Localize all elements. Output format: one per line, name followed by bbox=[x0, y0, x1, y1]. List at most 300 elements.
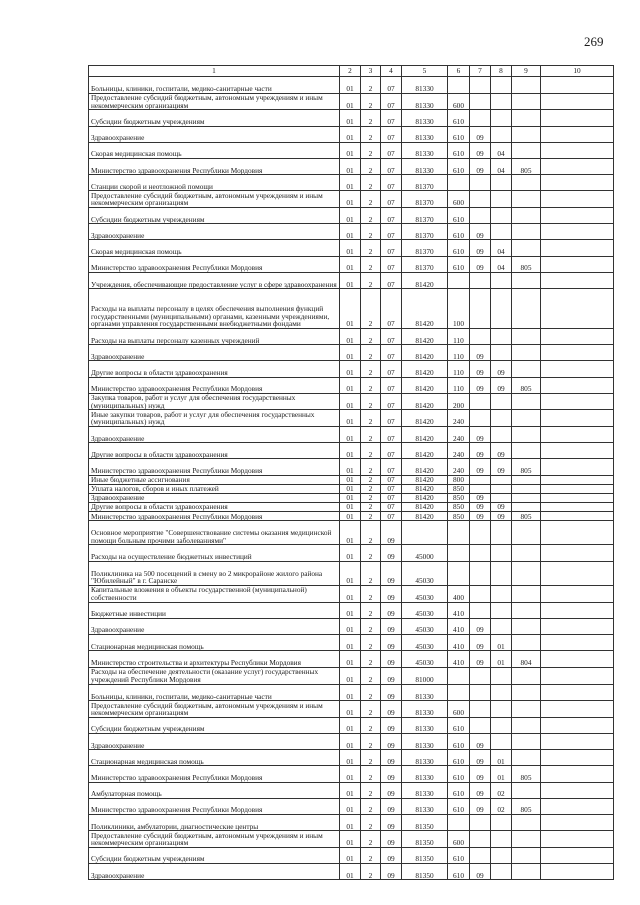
code-cell: 01 bbox=[491, 634, 512, 650]
code-cell bbox=[541, 734, 614, 750]
code-cell: 01 bbox=[340, 410, 361, 427]
code-cell bbox=[512, 345, 541, 361]
table-row bbox=[89, 493, 614, 502]
code-cell bbox=[491, 191, 512, 208]
code-cell bbox=[470, 684, 491, 701]
row-name-cell: Предоставление субсидий бюджетным, автономным учреждениям и иным некоммерческим организациям bbox=[89, 93, 340, 110]
code-cell bbox=[541, 545, 614, 561]
table-row bbox=[89, 847, 614, 863]
code-cell: 2 bbox=[361, 256, 381, 272]
code-cell: 07 bbox=[381, 427, 402, 443]
code-cell: 610 bbox=[448, 208, 470, 224]
code-cell: 01 bbox=[340, 361, 361, 377]
code-cell bbox=[512, 110, 541, 126]
code-cell: 81420 bbox=[402, 512, 448, 521]
code-cell: 2 bbox=[361, 158, 381, 174]
code-cell bbox=[512, 684, 541, 701]
code-cell bbox=[491, 475, 512, 484]
header-cell: 8 bbox=[491, 66, 512, 77]
table-row bbox=[89, 561, 614, 585]
code-cell: 07 bbox=[381, 493, 402, 502]
row-name-cell: Расходы на обеспечение деятельности (оказание услуг) государственных учреждений Республики Мордовия bbox=[89, 667, 340, 684]
code-cell: 01 bbox=[340, 634, 361, 650]
code-cell bbox=[491, 701, 512, 718]
code-cell: 45030 bbox=[402, 561, 448, 585]
code-cell: 850 bbox=[448, 512, 470, 521]
code-cell bbox=[491, 545, 512, 561]
code-cell bbox=[541, 502, 614, 511]
row-name-cell: Субсидии бюджетным учреждениям bbox=[89, 208, 340, 224]
row-name-cell: Здравоохранение bbox=[89, 493, 340, 502]
code-cell: 07 bbox=[381, 272, 402, 289]
code-cell bbox=[541, 77, 614, 94]
code-cell: 09 bbox=[381, 602, 402, 618]
code-cell: 01 bbox=[340, 512, 361, 521]
code-cell: 110 bbox=[448, 377, 470, 393]
table-row bbox=[89, 93, 614, 110]
code-cell: 2 bbox=[361, 561, 381, 585]
code-cell: 2 bbox=[361, 684, 381, 701]
code-cell bbox=[541, 602, 614, 618]
code-cell bbox=[491, 224, 512, 240]
code-cell bbox=[470, 393, 491, 410]
table-row bbox=[89, 272, 614, 289]
code-cell bbox=[491, 126, 512, 142]
code-cell: 09 bbox=[470, 142, 491, 158]
code-cell bbox=[470, 815, 491, 831]
code-cell bbox=[541, 717, 614, 733]
code-cell: 01 bbox=[491, 750, 512, 766]
code-cell: 81350 bbox=[402, 831, 448, 848]
code-cell: 2 bbox=[361, 847, 381, 863]
code-cell: 09 bbox=[470, 345, 491, 361]
code-cell: 07 bbox=[381, 459, 402, 475]
code-cell: 09 bbox=[381, 684, 402, 701]
code-cell bbox=[512, 142, 541, 158]
code-cell: 09 bbox=[470, 443, 491, 459]
code-cell: 01 bbox=[340, 93, 361, 110]
row-name-cell: Субсидии бюджетным учреждениям bbox=[89, 847, 340, 863]
code-cell bbox=[512, 393, 541, 410]
code-cell: 81350 bbox=[402, 847, 448, 863]
code-cell: 850 bbox=[448, 502, 470, 511]
code-cell: 01 bbox=[491, 766, 512, 782]
code-cell bbox=[470, 847, 491, 863]
row-name-cell: Предоставление субсидий бюджетным, автономным учреждениям и иным некоммерческим организациям bbox=[89, 191, 340, 208]
code-cell: 09 bbox=[381, 701, 402, 718]
code-cell bbox=[541, 618, 614, 634]
code-cell: 2 bbox=[361, 667, 381, 684]
code-cell: 240 bbox=[448, 459, 470, 475]
code-cell bbox=[491, 175, 512, 191]
code-cell bbox=[491, 831, 512, 848]
code-cell: 09 bbox=[470, 502, 491, 511]
code-cell: 04 bbox=[491, 256, 512, 272]
code-cell: 09 bbox=[470, 240, 491, 256]
code-cell bbox=[541, 766, 614, 782]
code-cell: 09 bbox=[470, 782, 491, 798]
code-cell bbox=[470, 717, 491, 733]
row-name-cell: Другие вопросы в области здравоохранения bbox=[89, 502, 340, 511]
code-cell bbox=[512, 602, 541, 618]
table-row bbox=[89, 256, 614, 272]
table-row bbox=[89, 864, 614, 880]
row-name-cell: Основное мероприятие "Совершенствование системы оказания медицинской помощи больным прочими заболеваниями" bbox=[89, 521, 340, 545]
code-cell: 2 bbox=[361, 224, 381, 240]
code-cell: 01 bbox=[340, 864, 361, 880]
code-cell: 81330 bbox=[402, 110, 448, 126]
code-cell: 600 bbox=[448, 701, 470, 718]
row-name-cell: Министерство здравоохранения Республики Мордовия bbox=[89, 459, 340, 475]
code-cell bbox=[541, 208, 614, 224]
code-cell: 2 bbox=[361, 126, 381, 142]
code-cell: 81330 bbox=[402, 126, 448, 142]
code-cell bbox=[541, 561, 614, 585]
code-cell: 81370 bbox=[402, 240, 448, 256]
code-cell: 2 bbox=[361, 493, 381, 502]
table-row bbox=[89, 750, 614, 766]
code-cell: 07 bbox=[381, 345, 402, 361]
code-cell bbox=[512, 717, 541, 733]
code-cell bbox=[448, 521, 470, 545]
row-name-cell: Другие вопросы в области здравоохранения bbox=[89, 361, 340, 377]
code-cell bbox=[512, 328, 541, 344]
code-cell: 81330 bbox=[402, 77, 448, 94]
code-cell bbox=[491, 561, 512, 585]
code-cell: 01 bbox=[340, 459, 361, 475]
code-cell bbox=[491, 345, 512, 361]
code-cell: 2 bbox=[361, 766, 381, 782]
code-cell: 805 bbox=[512, 377, 541, 393]
code-cell: 07 bbox=[381, 142, 402, 158]
code-cell bbox=[541, 684, 614, 701]
code-cell bbox=[470, 585, 491, 602]
code-cell bbox=[470, 77, 491, 94]
code-cell bbox=[541, 256, 614, 272]
code-cell bbox=[512, 701, 541, 718]
code-cell bbox=[541, 831, 614, 848]
code-cell bbox=[541, 158, 614, 174]
code-cell: 01 bbox=[340, 475, 361, 484]
code-cell bbox=[448, 561, 470, 585]
row-name-cell: Здравоохранение bbox=[89, 126, 340, 142]
code-cell bbox=[491, 427, 512, 443]
code-cell bbox=[448, 667, 470, 684]
code-cell bbox=[541, 484, 614, 493]
code-cell bbox=[491, 847, 512, 863]
code-cell: 01 bbox=[340, 766, 361, 782]
code-cell: 2 bbox=[361, 750, 381, 766]
code-cell: 2 bbox=[361, 208, 381, 224]
code-cell: 81420 bbox=[402, 502, 448, 511]
code-cell bbox=[541, 864, 614, 880]
row-name-cell: Министерство здравоохранения Республики Мордовия bbox=[89, 256, 340, 272]
code-cell: 01 bbox=[340, 377, 361, 393]
code-cell bbox=[491, 93, 512, 110]
table-row bbox=[89, 110, 614, 126]
code-cell: 610 bbox=[448, 110, 470, 126]
code-cell bbox=[491, 717, 512, 733]
code-cell bbox=[541, 126, 614, 142]
code-cell: 2 bbox=[361, 634, 381, 650]
code-cell: 81370 bbox=[402, 175, 448, 191]
code-cell bbox=[541, 93, 614, 110]
table-row bbox=[89, 585, 614, 602]
code-cell: 2 bbox=[361, 701, 381, 718]
row-name-cell: Скорая медицинская помощь bbox=[89, 240, 340, 256]
code-cell bbox=[470, 545, 491, 561]
code-cell: 07 bbox=[381, 175, 402, 191]
code-cell: 09 bbox=[381, 798, 402, 814]
code-cell bbox=[491, 667, 512, 684]
code-cell: 81370 bbox=[402, 191, 448, 208]
code-cell: 2 bbox=[361, 289, 381, 329]
row-name-cell: Министерство здравоохранения Республики Мордовия bbox=[89, 766, 340, 782]
code-cell bbox=[491, 684, 512, 701]
code-cell: 09 bbox=[470, 256, 491, 272]
code-cell bbox=[512, 208, 541, 224]
code-cell: 09 bbox=[381, 634, 402, 650]
code-cell bbox=[470, 602, 491, 618]
code-cell: 45030 bbox=[402, 634, 448, 650]
code-cell: 01 bbox=[340, 110, 361, 126]
code-cell: 09 bbox=[491, 443, 512, 459]
code-cell bbox=[512, 618, 541, 634]
table-row bbox=[89, 734, 614, 750]
code-cell: 81420 bbox=[402, 345, 448, 361]
code-cell: 610 bbox=[448, 864, 470, 880]
table-row bbox=[89, 782, 614, 798]
table-row bbox=[89, 766, 614, 782]
code-cell: 09 bbox=[491, 502, 512, 511]
code-cell: 09 bbox=[470, 224, 491, 240]
table-row bbox=[89, 175, 614, 191]
code-cell bbox=[512, 667, 541, 684]
code-cell: 81420 bbox=[402, 459, 448, 475]
code-cell: 45030 bbox=[402, 651, 448, 668]
code-cell bbox=[541, 585, 614, 602]
code-cell: 01 bbox=[340, 502, 361, 511]
row-name-cell: Министерство здравоохранения Республики Мордовия bbox=[89, 798, 340, 814]
table-row bbox=[89, 410, 614, 427]
code-cell: 01 bbox=[491, 651, 512, 668]
code-cell: 2 bbox=[361, 110, 381, 126]
code-cell: 01 bbox=[340, 126, 361, 142]
code-cell: 09 bbox=[381, 734, 402, 750]
code-cell bbox=[541, 512, 614, 521]
code-cell: 01 bbox=[340, 847, 361, 863]
code-cell bbox=[512, 240, 541, 256]
code-cell bbox=[541, 798, 614, 814]
code-cell bbox=[512, 864, 541, 880]
code-cell: 09 bbox=[381, 831, 402, 848]
code-cell bbox=[491, 328, 512, 344]
code-cell: 01 bbox=[340, 158, 361, 174]
row-name-cell: Министерство здравоохранения Республики Мордовия bbox=[89, 512, 340, 521]
row-name-cell: Больницы, клиники, госпитали, медико-санитарные части bbox=[89, 684, 340, 701]
table-row bbox=[89, 667, 614, 684]
row-name-cell: Субсидии бюджетным учреждениям bbox=[89, 110, 340, 126]
code-cell bbox=[541, 393, 614, 410]
page-number: 269 bbox=[584, 34, 604, 49]
code-cell: 07 bbox=[381, 512, 402, 521]
header-cell: 2 bbox=[340, 66, 361, 77]
row-name-cell: Предоставление субсидий бюджетным, автономным учреждениям и иным некоммерческим организациям bbox=[89, 701, 340, 718]
code-cell: 09 bbox=[381, 521, 402, 545]
header-cell: 10 bbox=[541, 66, 614, 77]
code-cell: 81420 bbox=[402, 475, 448, 484]
code-cell bbox=[541, 521, 614, 545]
code-cell bbox=[541, 289, 614, 329]
row-name-cell: Другие вопросы в области здравоохранения bbox=[89, 443, 340, 459]
code-cell: 410 bbox=[448, 651, 470, 668]
code-cell bbox=[541, 459, 614, 475]
code-cell bbox=[541, 377, 614, 393]
code-cell: 07 bbox=[381, 158, 402, 174]
code-cell: 09 bbox=[381, 847, 402, 863]
table-row bbox=[89, 142, 614, 158]
code-cell bbox=[512, 734, 541, 750]
code-cell bbox=[491, 289, 512, 329]
code-cell: 09 bbox=[381, 545, 402, 561]
code-cell bbox=[470, 289, 491, 329]
code-cell: 610 bbox=[448, 224, 470, 240]
code-cell: 2 bbox=[361, 475, 381, 484]
code-cell: 09 bbox=[470, 798, 491, 814]
code-cell: 610 bbox=[448, 847, 470, 863]
code-cell: 2 bbox=[361, 459, 381, 475]
code-cell: 07 bbox=[381, 208, 402, 224]
code-cell: 2 bbox=[361, 272, 381, 289]
code-cell bbox=[541, 847, 614, 863]
row-name-cell: Расходы на осуществление бюджетных инвестиций bbox=[89, 545, 340, 561]
code-cell: 09 bbox=[491, 459, 512, 475]
row-name-cell: Бюджетные инвестиции bbox=[89, 602, 340, 618]
code-cell: 800 bbox=[448, 475, 470, 484]
code-cell: 81330 bbox=[402, 798, 448, 814]
code-cell bbox=[512, 585, 541, 602]
code-cell: 01 bbox=[340, 782, 361, 798]
code-cell: 410 bbox=[448, 602, 470, 618]
code-cell bbox=[512, 847, 541, 863]
code-cell: 805 bbox=[512, 158, 541, 174]
code-cell: 81420 bbox=[402, 377, 448, 393]
code-cell: 81000 bbox=[402, 667, 448, 684]
code-cell: 2 bbox=[361, 651, 381, 668]
row-name-cell: Здравоохранение bbox=[89, 734, 340, 750]
code-cell: 110 bbox=[448, 361, 470, 377]
code-cell: 09 bbox=[470, 651, 491, 668]
code-cell: 01 bbox=[340, 191, 361, 208]
code-cell: 07 bbox=[381, 191, 402, 208]
code-cell: 09 bbox=[381, 766, 402, 782]
code-cell: 09 bbox=[470, 427, 491, 443]
table-row bbox=[89, 815, 614, 831]
code-cell bbox=[470, 831, 491, 848]
code-cell: 04 bbox=[491, 158, 512, 174]
code-cell: 45000 bbox=[402, 545, 448, 561]
code-cell: 02 bbox=[491, 798, 512, 814]
row-name-cell: Поликлиники, амбулатории, диагностические центры bbox=[89, 815, 340, 831]
code-cell: 81420 bbox=[402, 289, 448, 329]
table-row bbox=[89, 345, 614, 361]
code-cell: 01 bbox=[340, 521, 361, 545]
code-cell: 07 bbox=[381, 77, 402, 94]
code-cell: 01 bbox=[340, 750, 361, 766]
code-cell bbox=[541, 701, 614, 718]
code-cell: 09 bbox=[381, 815, 402, 831]
code-cell: 09 bbox=[470, 734, 491, 750]
code-cell bbox=[491, 393, 512, 410]
code-cell bbox=[512, 175, 541, 191]
code-cell: 01 bbox=[340, 734, 361, 750]
code-cell bbox=[541, 750, 614, 766]
code-cell bbox=[448, 545, 470, 561]
table-row bbox=[89, 224, 614, 240]
table-row bbox=[89, 512, 614, 521]
code-cell: 09 bbox=[381, 651, 402, 668]
code-cell: 240 bbox=[448, 410, 470, 427]
code-cell: 01 bbox=[340, 602, 361, 618]
code-cell: 81420 bbox=[402, 272, 448, 289]
table-row bbox=[89, 717, 614, 733]
code-cell bbox=[512, 475, 541, 484]
code-cell: 01 bbox=[340, 701, 361, 718]
code-cell: 804 bbox=[512, 651, 541, 668]
code-cell: 09 bbox=[381, 585, 402, 602]
code-cell bbox=[541, 224, 614, 240]
code-cell: 2 bbox=[361, 77, 381, 94]
code-cell: 01 bbox=[340, 142, 361, 158]
code-cell bbox=[491, 521, 512, 545]
code-cell: 2 bbox=[361, 618, 381, 634]
header-cell: 1 bbox=[89, 66, 340, 77]
code-cell bbox=[470, 175, 491, 191]
code-cell: 2 bbox=[361, 585, 381, 602]
code-cell: 2 bbox=[361, 545, 381, 561]
code-cell: 2 bbox=[361, 602, 381, 618]
code-cell bbox=[541, 361, 614, 377]
code-cell bbox=[541, 191, 614, 208]
code-cell: 09 bbox=[470, 459, 491, 475]
code-cell: 09 bbox=[470, 493, 491, 502]
code-cell: 2 bbox=[361, 93, 381, 110]
code-cell: 09 bbox=[381, 667, 402, 684]
row-name-cell: Иные закупки товаров, работ и услуг для обеспечения государственных (муниципальных) нужд bbox=[89, 410, 340, 427]
table-row bbox=[89, 475, 614, 484]
code-cell bbox=[541, 651, 614, 668]
code-cell: 09 bbox=[381, 618, 402, 634]
table-row bbox=[89, 684, 614, 701]
code-cell bbox=[512, 561, 541, 585]
code-cell: 09 bbox=[381, 561, 402, 585]
code-cell: 610 bbox=[448, 782, 470, 798]
code-cell: 07 bbox=[381, 484, 402, 493]
code-cell: 81420 bbox=[402, 443, 448, 459]
row-name-cell: Предоставление субсидий бюджетным, автономным учреждениям и иным некоммерческим организациям bbox=[89, 831, 340, 848]
code-cell: 09 bbox=[381, 864, 402, 880]
code-cell: 610 bbox=[448, 750, 470, 766]
code-cell bbox=[470, 93, 491, 110]
code-cell bbox=[512, 521, 541, 545]
row-name-cell: Министерство здравоохранения Республики Мордовия bbox=[89, 377, 340, 393]
code-cell: 81330 bbox=[402, 782, 448, 798]
code-cell: 81420 bbox=[402, 328, 448, 344]
code-cell: 610 bbox=[448, 256, 470, 272]
code-cell bbox=[470, 561, 491, 585]
code-cell: 01 bbox=[340, 175, 361, 191]
code-cell bbox=[448, 272, 470, 289]
